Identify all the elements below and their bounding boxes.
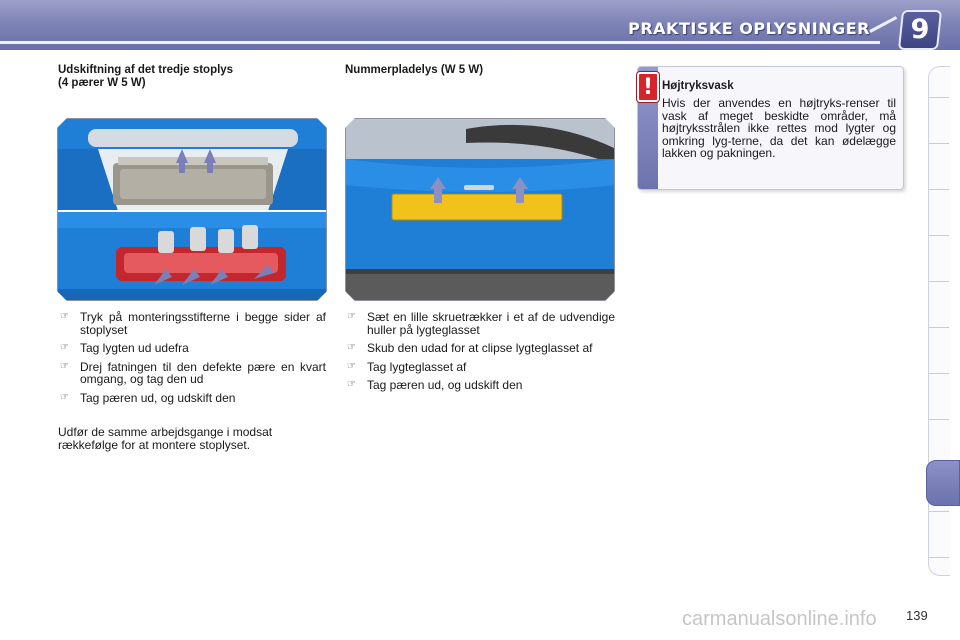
hand-pointer-icon: ☞ bbox=[347, 379, 356, 390]
chapter-title: PRAKTISKE OPLYSNINGER bbox=[628, 19, 870, 38]
step-text: Tag lygten ud udefra bbox=[80, 341, 189, 355]
warning-title: Højtryksvask bbox=[662, 80, 734, 92]
plate-light-illustration bbox=[345, 118, 615, 301]
step-text: Skub den udad for at clipse lygteglasset af bbox=[367, 341, 593, 355]
tab-divider bbox=[929, 419, 949, 420]
step-text: Drej fatningen til den defekte pære en kvart omgang, og tag den ud bbox=[80, 359, 326, 386]
plate-light-heading: Nummerpladelys (W 5 W) bbox=[345, 64, 484, 76]
chapter-tab-active[interactable] bbox=[926, 460, 960, 506]
reassembly-note: Udfør de samme arbejdsgange i modsat rækkefølge for at montere stoplyset. bbox=[58, 425, 273, 452]
step-text: Tag pæren ud, og udskift den bbox=[80, 390, 236, 405]
tab-divider bbox=[929, 557, 949, 558]
brake-light-steps bbox=[58, 311, 326, 410]
hand-pointer-icon: ☞ bbox=[347, 311, 356, 322]
tab-divider bbox=[929, 189, 949, 190]
chapter-number: 9 bbox=[910, 14, 930, 45]
list-item bbox=[345, 311, 615, 336]
step-text: Tryk på monteringsstifterne i begge sider af stoplyset bbox=[80, 310, 326, 337]
tab-divider bbox=[929, 143, 949, 144]
tab-divider bbox=[929, 281, 949, 282]
header-rule bbox=[0, 41, 880, 44]
tab-divider bbox=[929, 97, 949, 98]
hand-pointer-icon: ☞ bbox=[60, 391, 69, 403]
step-text: Sæt en lille skruetrækker i et af de udvendige huller på lygteglasset bbox=[367, 310, 615, 337]
step-text: Tag pæren ud, og udskift den bbox=[367, 378, 523, 392]
list-item bbox=[345, 342, 615, 355]
tab-divider bbox=[929, 511, 949, 512]
hand-pointer-icon: ☞ bbox=[60, 342, 69, 353]
list-item bbox=[58, 392, 326, 405]
brake-light-illustration bbox=[57, 118, 327, 301]
warning-badge bbox=[637, 72, 659, 102]
page-number: 139 bbox=[906, 608, 928, 623]
chapter-number-badge bbox=[898, 10, 942, 50]
list-item bbox=[58, 361, 326, 386]
exclamation-icon: ! bbox=[642, 75, 654, 100]
list-item bbox=[345, 379, 615, 392]
list-item bbox=[58, 311, 326, 336]
list-item bbox=[58, 342, 326, 355]
tab-divider bbox=[929, 373, 949, 374]
plate-light-steps bbox=[345, 311, 615, 398]
third-brake-light-heading bbox=[58, 64, 233, 90]
hand-pointer-icon: ☞ bbox=[347, 360, 356, 372]
tab-divider bbox=[929, 327, 949, 328]
brake-light-drawing bbox=[58, 119, 327, 301]
hand-pointer-icon: ☞ bbox=[347, 342, 356, 353]
heading-line: (4 pærer W 5 W) bbox=[58, 77, 146, 89]
heading-line: Udskiftning af det tredje stoplys bbox=[58, 64, 234, 76]
hand-pointer-icon: ☞ bbox=[60, 311, 69, 322]
step-text: Tag lygteglasset af bbox=[367, 359, 467, 374]
tab-divider bbox=[929, 235, 949, 236]
plate-light-drawing bbox=[346, 119, 615, 301]
watermark: carmanualsonline.info bbox=[682, 608, 877, 630]
hand-pointer-icon: ☞ bbox=[60, 360, 69, 372]
list-item bbox=[345, 361, 615, 374]
warning-text: Hvis der anvendes en højtryks-renser til vask af meget beskidte områder, må højtryksstrålen ikke rettes mod lygter og omkring lyg-terne, da det kan ødelægge lakken og pakningen. bbox=[662, 96, 896, 161]
